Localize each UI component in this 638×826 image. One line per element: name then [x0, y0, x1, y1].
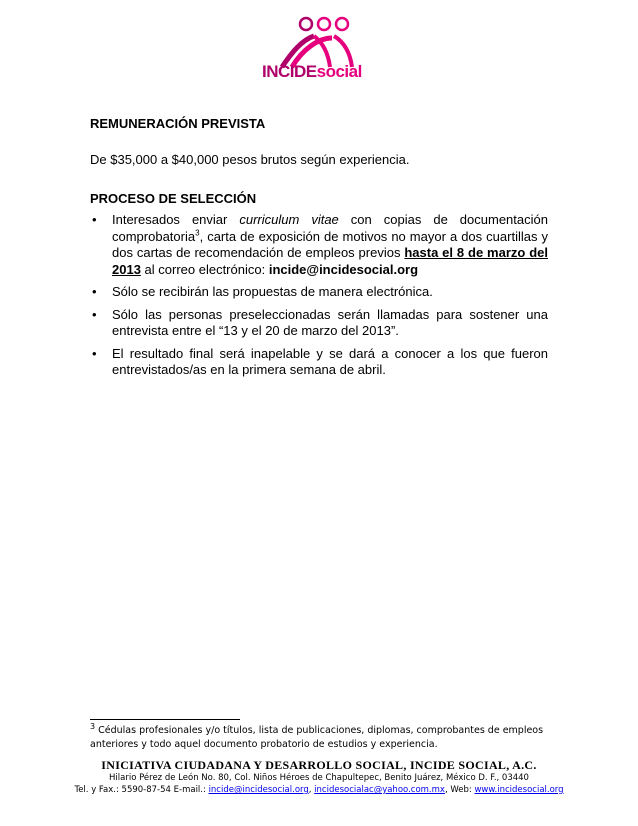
footer-address: Hilario Pérez de León No. 80, Col. Niños Héroes de Chapultepec, Benito Juárez, México D. F., 03440	[109, 773, 529, 783]
email-link-yahoo[interactable]: incidesocialac@yahoo.com.mx	[314, 785, 445, 795]
web-link[interactable]: www.incidesocial.org	[474, 785, 564, 795]
proceso-list	[90, 212, 548, 385]
bullet-icon: •	[92, 212, 97, 227]
list-item: • Interesados enviar curriculum vitae con copias de documentación comprobatoria$^3$, carta de exposición de motivos no mayor a dos cuartillas y dos cartas de recomendación de empleos previos hasta el 8 de marzo del 2013 al correo electrónico: incide@incidesocial.org	[92, 212, 548, 277]
list-item: • Sólo se recibirán las propuestas de manera electrónica.	[92, 284, 433, 299]
footer-contact: Tel. y Fax.: 5590-87-54 E-mail.: incide@incidesocial.org, incidesocialac@yahoo.com.mx, Web: www.incidesocial.org	[74, 785, 564, 795]
logo-wordmark: INCIDEsocial	[262, 62, 362, 81]
footnote: $^3$ Cédulas profesionales y/o títulos, lista de publicaciones, diplomas, comprobantes de empleos anteriores y todo aquel documento probatorio de estudios y experiencia.	[90, 721, 544, 750]
footer-org-name: INICIATIVA CIUDADANA Y DESARROLLO SOCIAL, INCIDE SOCIAL, A.C.	[101, 758, 537, 772]
proceso-heading: PROCESO DE SELECCIÓN	[90, 191, 257, 206]
contact-email[interactable]: incide@incidesocial.org	[268, 261, 419, 277]
list-item: • Sólo las personas preseleccionadas serán llamadas para sostener una entrevista entre el “13 y el 20 de marzo del 2013”.	[92, 306, 548, 338]
list-item: • El resultado final será inapelable y se dará a conocer a los que fueron entrevistados/as en la primera semana de abril.	[92, 345, 548, 377]
bullet-icon: •	[92, 345, 97, 361]
remuneracion-heading: REMUNERACIÓN PREVISTA	[90, 116, 266, 131]
email-link-incide[interactable]: incide@incidesocial.org	[208, 785, 309, 795]
remuneracion-text: De $35,000 a $40,000 pesos brutos según experiencia.	[90, 152, 410, 167]
bullet-icon: •	[92, 284, 97, 299]
bullet-icon: •	[92, 306, 97, 322]
footnote-divider	[90, 719, 240, 720]
